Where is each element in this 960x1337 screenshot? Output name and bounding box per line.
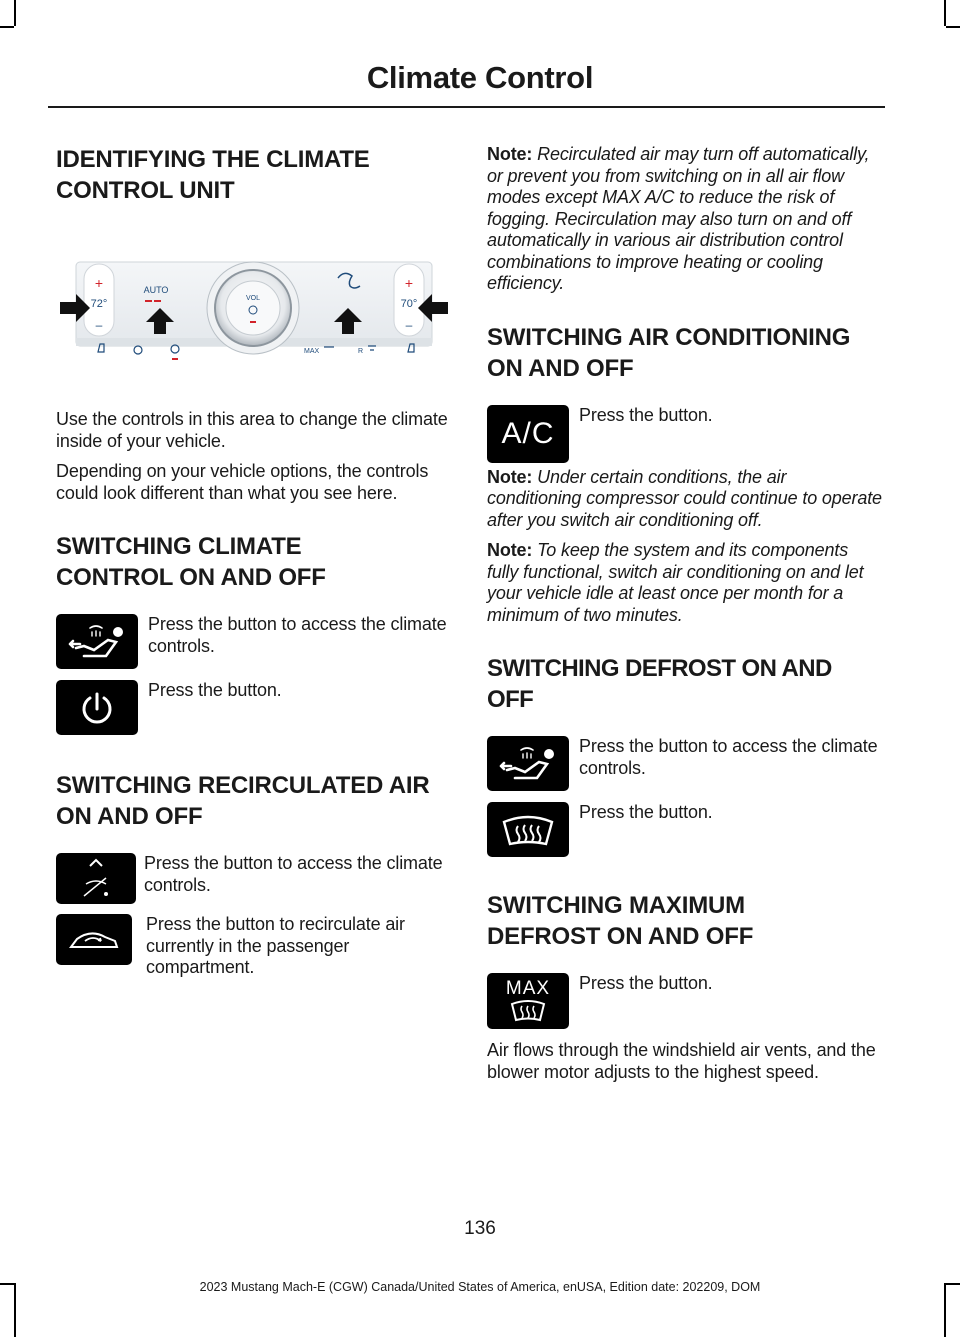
windshield-defrost-icon bbox=[487, 802, 569, 857]
note-text: To keep the system and its components fully functional, switch air conditioning on and let your vehicle idle at least once per month for a minimum of two minutes. bbox=[487, 540, 864, 625]
vol-label: VOL bbox=[245, 295, 261, 302]
power-icon bbox=[56, 680, 138, 735]
left-column bbox=[56, 144, 448, 979]
section-heading-climate-on-off: SWITCHING CLIMATE CONTROL ON AND OFF bbox=[56, 533, 326, 591]
crop-mark bbox=[0, 26, 14, 28]
footer-text: 2023 Mustang Mach-E (CGW) Canada/United States of America, enUSA, Edition date: 202209, DOM bbox=[199, 1280, 761, 1294]
auto-label: AUTO bbox=[143, 285, 169, 295]
note bbox=[487, 540, 882, 626]
instruction-text: Press the button to access the climate controls. bbox=[144, 853, 443, 895]
instruction-text: Press the button to access the climate controls. bbox=[148, 614, 447, 656]
max-defrost-label: MAX bbox=[505, 977, 551, 999]
ac-label: A/C bbox=[501, 416, 555, 450]
climate-panel-svg bbox=[56, 250, 448, 365]
right-column bbox=[487, 144, 882, 1083]
note-label: Note: bbox=[487, 540, 533, 560]
max-defrost-icon bbox=[487, 973, 569, 1029]
instruction-row bbox=[56, 614, 448, 669]
crop-mark bbox=[14, 0, 16, 26]
crop-mark bbox=[944, 0, 946, 26]
note bbox=[487, 467, 882, 532]
instruction-row bbox=[487, 405, 882, 463]
climate-controls-icon bbox=[56, 614, 138, 669]
section-heading-ac: SWITCHING AIR CONDITIONING ON AND OFF bbox=[487, 323, 851, 382]
instruction-text: Press the button. bbox=[579, 973, 713, 993]
section-heading-identifying: IDENTIFYING THE CLIMATE CONTROL UNIT bbox=[56, 146, 370, 204]
chevron-up-defrost-icon bbox=[56, 853, 136, 904]
note-label: Note: bbox=[487, 144, 533, 164]
instruction-row bbox=[56, 680, 448, 735]
note-text: Recirculated air may turn off automatically, or prevent you from switching on in all air flow modes except MAX A/C to reduce the risk of fogging. Recirculation may also turn on and off automatically in various air distribution control combinations to improve heating or cooling efficiency. bbox=[487, 144, 870, 293]
crop-mark bbox=[946, 26, 960, 28]
svg-text:–: – bbox=[405, 318, 413, 332]
svg-text:+: + bbox=[94, 275, 104, 291]
max-label: MAX bbox=[304, 348, 320, 355]
section-heading-defrost: SWITCHING DEFROST ON AND OFF bbox=[487, 655, 832, 713]
instruction-text: Press the button. bbox=[579, 802, 713, 822]
svg-text:–: – bbox=[95, 318, 103, 332]
note-label: Note: bbox=[487, 466, 533, 487]
instruction-text: Press the button. bbox=[579, 404, 713, 425]
instruction-text: Press the button to recirculate air currently in the passenger compartment. bbox=[146, 914, 405, 977]
climate-controls-icon bbox=[487, 736, 569, 791]
instruction-text: Press the button to access the climate controls. bbox=[579, 736, 878, 778]
instruction-row bbox=[487, 736, 882, 791]
instruction-row bbox=[487, 973, 882, 1029]
section-heading-recirculated: SWITCHING RECIRCULATED AIR ON AND OFF bbox=[56, 772, 430, 830]
svg-text:+: + bbox=[404, 275, 414, 291]
ac-button-icon bbox=[487, 405, 569, 463]
paragraph: Air flows through the windshield air vents, and the blower motor adjusts to the highest speed. bbox=[487, 1040, 876, 1082]
paragraph: Depending on your vehicle options, the controls could look different than what you see here. bbox=[56, 461, 429, 503]
left-temp-readout: 72° bbox=[90, 298, 108, 310]
instruction-row bbox=[56, 853, 448, 904]
note-text: Under certain conditions, the air conditioning compressor could continue to operate after you switch air conditioning off. bbox=[487, 466, 882, 530]
page-number: 136 bbox=[464, 1218, 496, 1239]
instruction-text: Press the button. bbox=[148, 680, 282, 700]
page-title: Climate Control bbox=[366, 60, 594, 95]
note bbox=[487, 144, 882, 295]
right-temp-readout: 70° bbox=[400, 298, 418, 310]
r-label: R bbox=[358, 348, 364, 355]
header-divider bbox=[48, 106, 885, 108]
section-heading-max-defrost: SWITCHING MAXIMUM DEFROST ON AND OFF bbox=[487, 892, 754, 950]
recirculation-car-icon bbox=[56, 914, 132, 965]
instruction-row bbox=[56, 914, 448, 979]
climate-control-panel-illustration bbox=[56, 250, 448, 365]
instruction-row bbox=[487, 802, 882, 857]
paragraph: Use the controls in this area to change the climate inside of your vehicle. bbox=[56, 409, 448, 451]
